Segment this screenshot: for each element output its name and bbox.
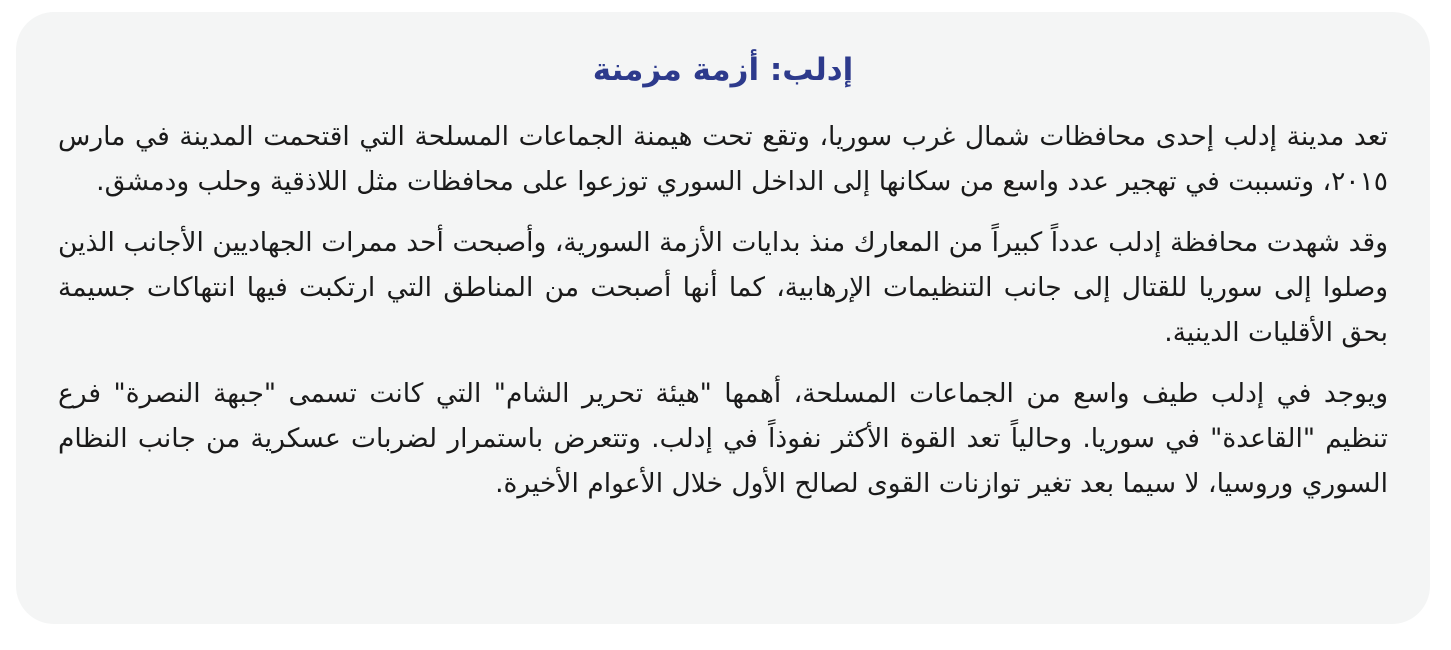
paragraph-3: ويوجد في إدلب طيف واسع من الجماعات المسلحة، أهمها "هيئة تحرير الشام" التي كانت تسمى "جبهة النصرة" فرع تنظيم "القاعدة" في سوريا. وحالياً تعد القوة الأكثر نفوذاً في إدلب. وتتعرض باستمرار لضربات عسكرية من جانب النظام السوري وروسيا، لا سيما بعد تغير توازنات القوى لصالح الأول خلال الأعوام الأخيرة. — [58, 378, 1388, 499]
paragraph-1: تعد مدينة إدلب إحدى محافظات شمال غرب سوريا، وتقع تحت هيمنة الجماعات المسلحة التي اقتحمت المدينة في مارس ٢٠١٥، وتسببت في تهجير عدد واسع من سكانها إلى الداخل السوري توزعوا على محافظات مثل اللاذقية وحلب ودمشق. — [58, 121, 1388, 197]
info-card — [16, 12, 1430, 624]
paragraph-2: وقد شهدت محافظة إدلب عدداً كبيراً من المعارك منذ بدايات الأزمة السورية، وأصبحت أحد ممرات الجهاديين الأجانب الذين وصلوا إلى سوريا للقتال إلى جانب التنظيمات الإرهابية، كما أنها أصبحت من المناطق التي ارتكبت فيها انتهاكات جسيمة بحق الأقليات الدينية. — [58, 227, 1388, 348]
card-title: إدلب: أزمة مزمنة — [592, 52, 854, 88]
